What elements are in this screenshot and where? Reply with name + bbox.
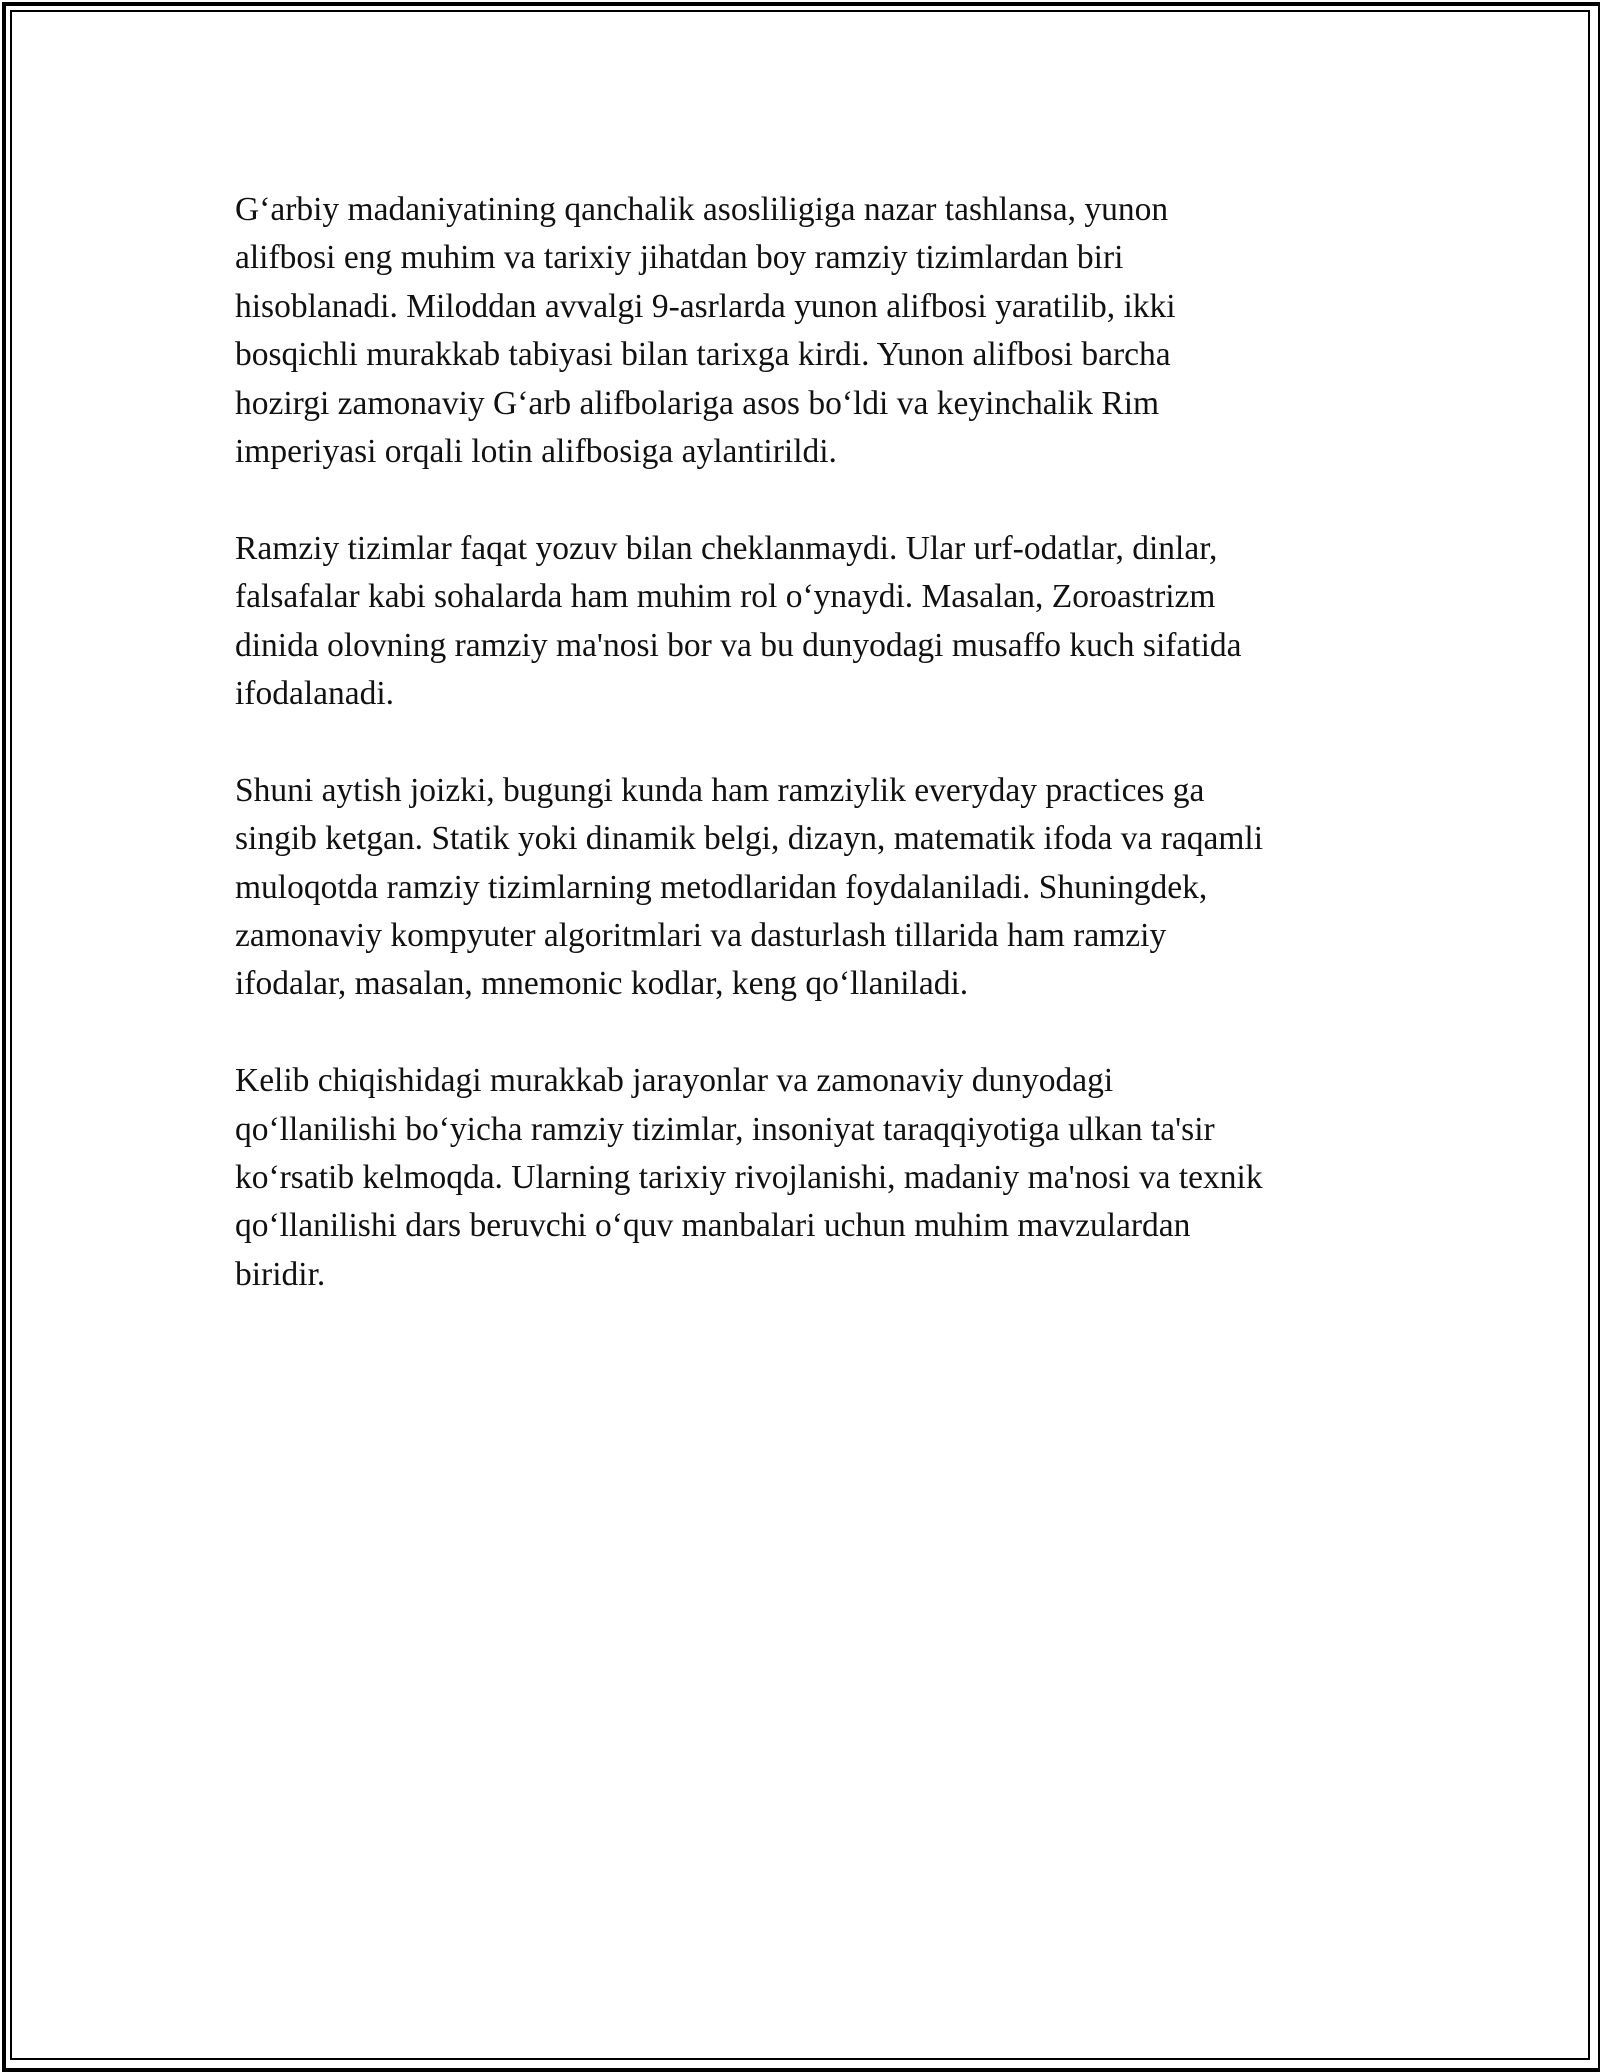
paragraph-4: Kelib chiqishidagi murakkab jarayonlar va zamonaviy dunyodagi qo‘llanilishi bo‘yicha ramziy tizimlar, insoniyat taraqqiyotiga ulkan ta'sir ko‘rsatib kelmoqda. Ularning tarixiy rivojlanishi, madaniy ma'nosi va texnik qo‘llanilishi dars beruvchi o‘quv manbalari uchun muhim mavzulardan biridir.: [235, 1062, 1263, 1293]
document-body: [235, 186, 1370, 1348]
paragraph-3: Shuni aytish joizki, bugungi kunda ham ramziylik everyday practices ga singib ketgan. Statik yoki dinamik belgi, dizayn, matematik ifoda va raqamli muloqotda ramziy tizimlarning metodlaridan foydalaniladi. Shuningdek, zamonaviy kompyuter algoritmlari va dasturlash tillarida ham ramziy ifodalar, masalan, mnemonic kodlar, keng qo‘llaniladi.: [235, 771, 1264, 1003]
paragraph-1: G‘arbiy madaniyatining qanchalik asosliligiga nazar tashlansa, yunon alifbosi eng muhim va tarixiy jihatdan boy ramziy tizimlardan biri hisoblanadi. Miloddan avvalgi 9-asrlarda yunon alifbosi yaratilib, ikki bosqichli murakkab tabiyasi bilan tarixga kirdi. Yunon alifbosi barcha hozirgi zamonaviy G‘arb alifbolariga asos bo‘ldi va keyinchalik Rim imperiyasi orqali lotin alifbosiga aylantirildi.: [235, 191, 1176, 471]
paragraph-2: Ramziy tizimlar faqat yozuv bilan cheklanmaydi. Ular urf-odatlar, dinlar, falsafalar kabi sohalarda ham muhim rol o‘ynaydi. Masalan, Zoroastrizm dinida olovning ramziy ma'nosi bor va bu dunyodagi musaffo kuch sifatida ifodalanadi.: [235, 529, 1242, 713]
